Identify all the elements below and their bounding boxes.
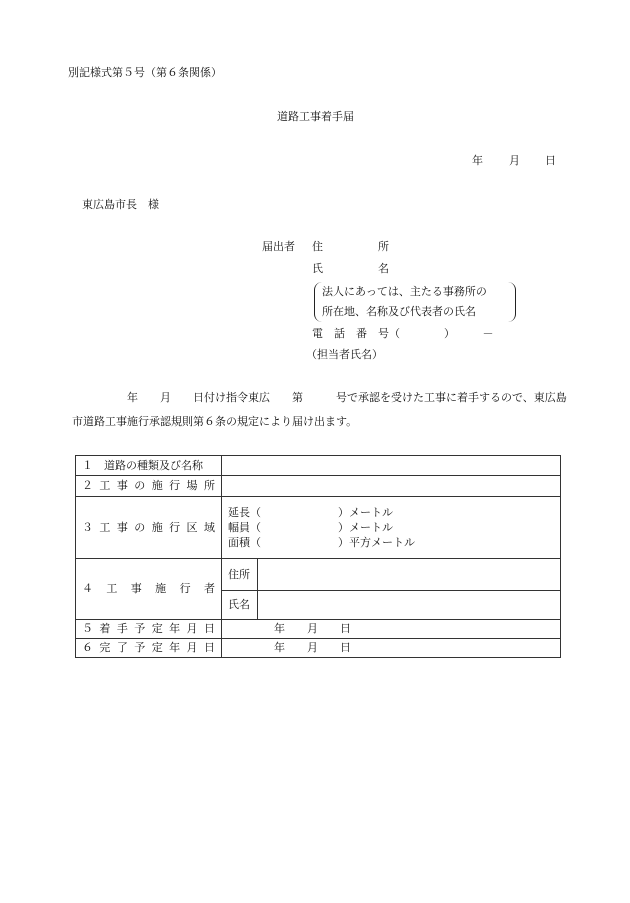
start-date-value[interactable]: 年 月 日: [222, 620, 561, 639]
construction-site-label: [76, 476, 222, 497]
applicant-label: 届出者: [262, 240, 295, 253]
label-chars: ４ 工 事 施 行 者: [82, 582, 215, 595]
date-year: 年: [472, 154, 483, 167]
address-label: 住 所: [312, 240, 389, 253]
contractor-address-label: 住所: [222, 559, 258, 591]
table-row: [76, 559, 561, 591]
corp-note-line2: 所在地、名称及び代表者の氏名: [322, 305, 476, 318]
table-row: [76, 476, 561, 497]
construction-site-value[interactable]: [222, 476, 561, 497]
contractor-name-value[interactable]: [258, 591, 561, 620]
length-line: 延長（ ）メートル: [228, 506, 393, 519]
road-type-label: １ 道路の種類及び名称: [76, 456, 222, 476]
label-chars: ２ 工 事 の 施 行 場 所: [82, 479, 215, 492]
area-line: 面積（ ）平方メートル: [228, 536, 415, 549]
table-row: [76, 497, 561, 559]
completion-date-label: [76, 639, 222, 658]
road-type-value[interactable]: [222, 456, 561, 476]
contact-person-label: （担当者氏名）: [306, 348, 383, 361]
contractor-name-label: 氏名: [222, 591, 258, 620]
width-line: 幅員（ ）メートル: [228, 521, 393, 534]
label-chars: ５ 着 手 予 定 年 月 日: [82, 622, 215, 635]
date-day: 日: [545, 154, 556, 167]
document-title: 道路工事着手届: [277, 110, 354, 123]
table-row: [76, 639, 561, 658]
start-date-label: [76, 620, 222, 639]
label-chars: ３ 工 事 の 施 行 区 域: [82, 520, 215, 534]
form-number: 別記様式第５号（第６条関係）: [68, 66, 222, 79]
contractor-label: [76, 559, 222, 620]
completion-date-value[interactable]: 年 月 日: [222, 639, 561, 658]
addressee: 東広島市長 様: [82, 198, 159, 211]
label-chars: ６ 完 了 予 定 年 月 日: [82, 641, 215, 654]
construction-area-label: [76, 497, 222, 559]
contractor-address-value[interactable]: [258, 559, 561, 591]
corp-note-line1: 法人にあっては、主たる事務所の: [322, 285, 487, 298]
name-label: 氏 名: [312, 262, 389, 275]
phone-label: 電 話 番 号（ ） －: [312, 327, 494, 340]
construction-area-value[interactable]: [222, 497, 561, 559]
table-row: [76, 456, 561, 476]
notice-body: 年 月 日付け指令東広 第 号で承認を受けた工事に着手するので、東広島市道路工事施行承認規則第６条の規定により届け出ます。: [72, 391, 567, 428]
table-row: [76, 620, 561, 639]
date-month: 月: [509, 154, 520, 167]
construction-table: [75, 455, 561, 658]
